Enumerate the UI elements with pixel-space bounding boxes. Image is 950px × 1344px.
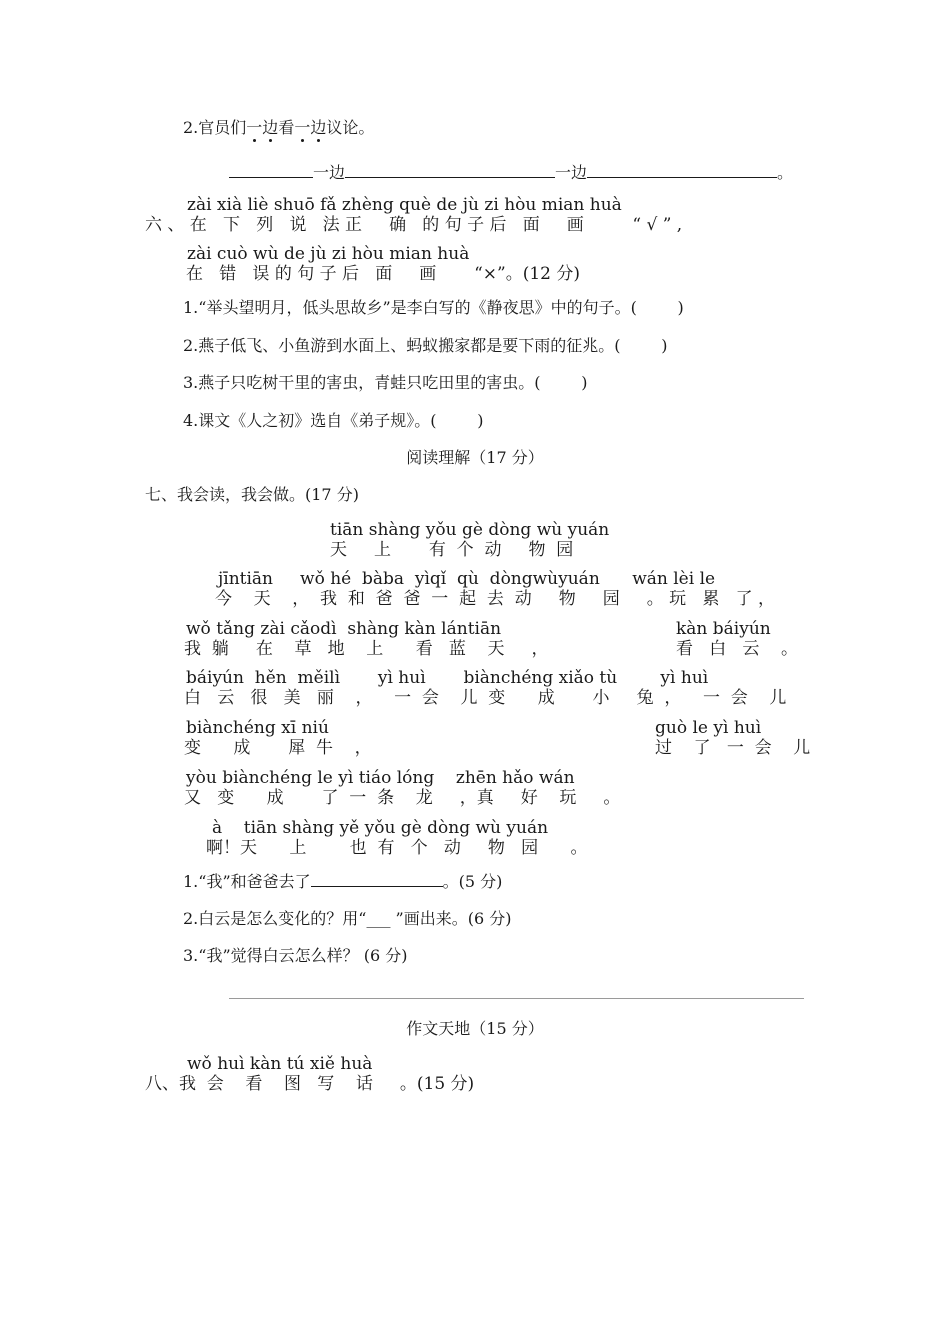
q2-prefix: 2.官员们 xyxy=(183,118,247,137)
question-text: 1.“我”和爸爸去了 xyxy=(183,872,311,891)
reading-section-header: 阅读理解（17 分） xyxy=(406,448,544,467)
answer-line-divider[interactable] xyxy=(229,998,804,999)
poem-pinyin: à tiān shàng yě yǒu gè dòng wù yuán xyxy=(212,818,549,838)
section5-q2 xyxy=(183,118,374,138)
poem-line: 又 变 成 了 一 条 龙 ，真 好 玩 。 xyxy=(184,788,621,808)
poem-pinyin: jīntiān wǒ hé bàba yìqǐ qù dòngwùyuán wán lèi le xyxy=(218,569,716,589)
section6-item: 4.课文《人之初》选自《弟子规》。( ) xyxy=(183,411,484,430)
poem-line-right: 看 白 云 。 xyxy=(676,639,799,659)
section5-answer-line[interactable] xyxy=(229,163,793,183)
section8-pinyin: wǒ huì kàn tú xiě huà xyxy=(187,1054,373,1074)
answer-blank-3[interactable] xyxy=(587,163,777,178)
section7-question-3: 3.“我”觉得白云怎么样？ (6 分) xyxy=(183,946,408,965)
answer-blank-2[interactable] xyxy=(345,163,555,178)
poem-line: 啊！天 上 也 有 个 动 物 园 。 xyxy=(206,838,588,858)
poem-line: 我 躺 在 草 地 上 看 蓝 天 ， xyxy=(184,639,549,659)
question-1-blank[interactable] xyxy=(311,872,443,887)
section6-item: 3.燕子只吃树干里的害虫，青蛙只吃田里的害虫。( ) xyxy=(183,373,588,392)
section6-item: 2.燕子低飞、小鱼游到水面上、蚂蚁搬家都是要下雨的征兆。( ) xyxy=(183,336,668,355)
poem-pinyin: wǒ tǎng zài cǎodì shàng kàn lántiān xyxy=(186,619,502,639)
q2-char: 看 xyxy=(278,118,295,137)
section6-pinyin-2: zài cuò wù de jù zi hòu mian huà xyxy=(187,244,470,264)
poem-pinyin: yòu biànchéng le yì tiáo lóng zhēn hǎo wán xyxy=(186,768,575,788)
composition-section-header: 作文天地（15 分） xyxy=(406,1019,544,1038)
section8-title: 八、我 会 看 图 写 话 。(15 分) xyxy=(145,1074,475,1094)
section6-pinyin-1: zài xià liè shuō fǎ zhèng què de jù zi hòu mian huà xyxy=(187,195,622,215)
poem-pinyin-right: kàn báiyún xyxy=(676,619,771,639)
q2-dot-char: 一 xyxy=(246,118,263,137)
q2-dot-char: 边 xyxy=(310,118,327,137)
section7-question-1 xyxy=(183,872,502,892)
poem-line: 变 成 犀 牛 ， xyxy=(184,738,372,758)
poem-pinyin: báiyún hěn měilì yì huì biànchéng xiǎo tù yì huì xyxy=(186,668,709,688)
question-tail: 。(5 分) xyxy=(442,872,503,891)
q2-dot-char: 边 xyxy=(262,118,279,137)
q2-suffix: 议论。 xyxy=(326,118,375,137)
section6-title-line-2: 在 错 误 的 句 子 后 面 画 “×”。(12 分) xyxy=(186,264,581,284)
poem-pinyin: biànchéng xī niú xyxy=(186,718,329,738)
poem-pinyin-right: guò le yì huì xyxy=(655,718,762,738)
poem-line: 今 天 ， 我 和 爸 爸 一 起 去 动 物 园 。 玩 累 了 ， xyxy=(215,589,775,609)
poem-pinyin: tiān shàng yǒu gè dòng wù yuán xyxy=(330,520,610,540)
poem-line: 白 云 很 美 丽 ， 一 会 儿 变 成 小 兔 ， 一 会 儿 xyxy=(184,688,787,708)
section6-item: 1.“举头望明月，低头思故乡”是李白写的《静夜思》中的句子。( ) xyxy=(183,298,684,317)
section6-title-line-1: 六 、 在 下 列 说 法 正 确 的 句 子 后 面 画 “ √ ” , xyxy=(145,215,683,235)
q2-dot-char: 一 xyxy=(294,118,311,137)
answer-word-1: 一边 xyxy=(313,163,346,182)
section7-title: 七、我会读，我会做。(17 分) xyxy=(145,485,359,504)
answer-word-2: 一边 xyxy=(555,163,588,182)
answer-end: 。 xyxy=(777,163,794,182)
poem-title: 天 上 有 个 动 物 园 xyxy=(330,540,574,560)
answer-blank-1[interactable] xyxy=(229,163,313,178)
poem-line-right: 过 了 一 会 儿 xyxy=(655,738,811,758)
section7-question-2: 2.白云是怎么变化的？用“___ ”画出来。(6 分) xyxy=(183,909,512,928)
